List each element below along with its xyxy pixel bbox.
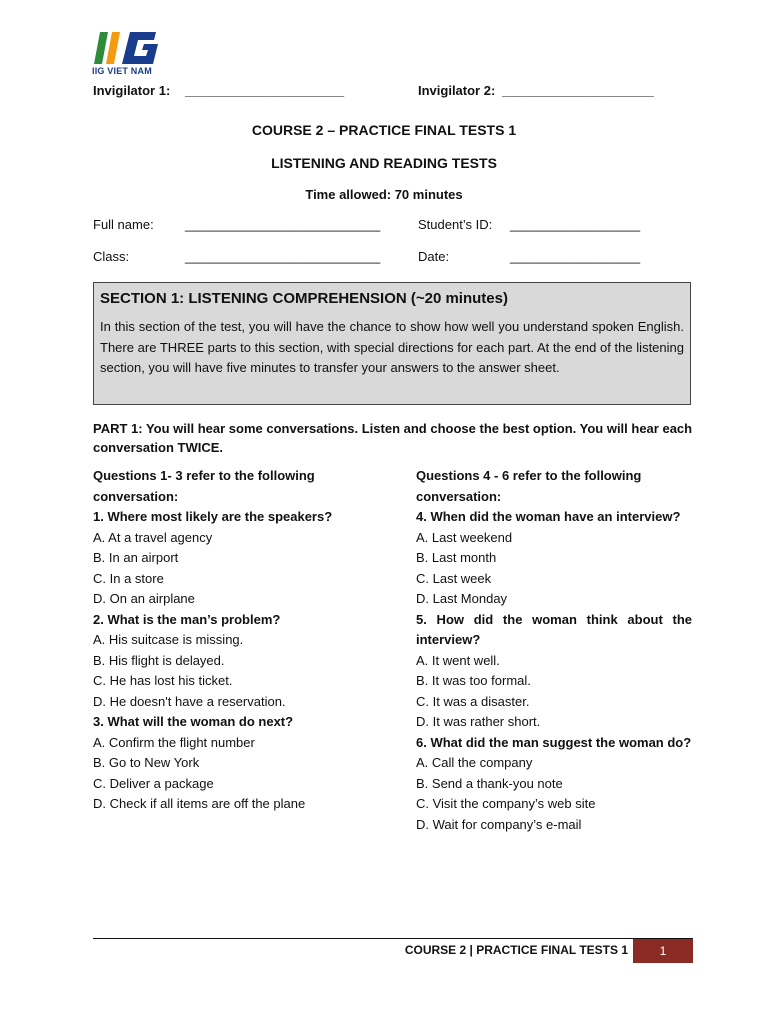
q3-option-a[interactable]: A. Confirm the flight number bbox=[93, 734, 255, 750]
q4-option-c[interactable]: C. Last week bbox=[416, 570, 492, 586]
date-label: Date: bbox=[418, 249, 450, 264]
section1-instructions: In this section of the test, you will have the chance to show how well you understand spoken English. There are THREE parts to this section, with special directions for each part. At the end of the listening section, you will have five minutes to transfer your answers to the answer sheet. bbox=[100, 319, 684, 375]
student-id-field[interactable]: __________________ bbox=[510, 217, 641, 232]
left-column bbox=[93, 466, 375, 815]
q1-option-d[interactable]: D. On an airplane bbox=[93, 591, 195, 606]
q5-option-a[interactable]: A. It went well. bbox=[416, 652, 500, 668]
q6-option-c[interactable]: C. Visit the company’s web site bbox=[416, 796, 596, 811]
invigilator2-field[interactable]: _____________________ bbox=[502, 83, 654, 98]
part1-instructions: PART 1: You will hear some conversations. Listen and choose the best option. You will hear each conversation TWICE. bbox=[93, 421, 693, 455]
q3-option-d[interactable]: D. Check if all items are off the plane bbox=[93, 796, 306, 811]
q5-option-b[interactable]: B. It was too formal. bbox=[416, 673, 531, 688]
q3-option-c[interactable]: C. Deliver a package bbox=[93, 775, 214, 791]
q2-option-a[interactable]: A. His suitcase is missing. bbox=[93, 632, 244, 647]
questions-1-3-intro: Questions 1- 3 refer to the following conversation: bbox=[93, 468, 315, 504]
invigilator1-field[interactable]: ______________________ bbox=[185, 83, 345, 98]
q6-option-a[interactable]: A. Call the company bbox=[416, 755, 533, 770]
q1-option-a[interactable]: A. At a travel agency bbox=[93, 529, 213, 545]
date-field[interactable]: __________________ bbox=[510, 249, 641, 264]
section1-title: SECTION 1: LISTENING COMPREHENSION (~20 minutes) bbox=[100, 290, 508, 307]
class-field[interactable]: ___________________________ bbox=[185, 249, 381, 264]
q2-option-b[interactable]: B. His flight is delayed. bbox=[93, 652, 225, 668]
q2-option-d[interactable]: D. He doesn't have a reservation. bbox=[93, 693, 286, 709]
class-label: Class: bbox=[93, 249, 130, 264]
footer-divider bbox=[93, 938, 693, 939]
logo-text: IIG VIET NAM bbox=[92, 66, 152, 76]
footer-text: COURSE 2 | PRACTICE FINAL TESTS 1 bbox=[404, 943, 628, 957]
question-3: 3. What will the woman do next? bbox=[93, 714, 294, 729]
q5-option-d[interactable]: D. It was rather short. bbox=[416, 714, 541, 729]
question-1: 1. Where most likely are the speakers? bbox=[93, 509, 333, 524]
q5-option-c[interactable]: C. It was a disaster. bbox=[416, 693, 530, 709]
iig-logo-mark bbox=[92, 30, 164, 66]
questions-4-6-intro: Questions 4 - 6 refer to the following conversation: bbox=[416, 468, 642, 504]
question-6: 6. What did the man suggest the woman do? bbox=[416, 734, 692, 750]
fullname-label: Full name: bbox=[93, 217, 154, 232]
document-subtitle: LISTENING AND READING TESTS bbox=[271, 155, 497, 171]
invigilator1-label: Invigilator 1: bbox=[93, 83, 171, 98]
right-column bbox=[416, 466, 692, 835]
student-id-label: Student’s ID: bbox=[418, 217, 493, 232]
time-allowed: Time allowed: 70 minutes bbox=[305, 187, 463, 202]
fullname-field[interactable]: ___________________________ bbox=[185, 217, 381, 232]
q4-option-d[interactable]: D. Last Monday bbox=[416, 591, 508, 606]
question-4: 4. When did the woman have an interview? bbox=[416, 509, 681, 524]
q2-option-c[interactable]: C. He has lost his ticket. bbox=[93, 673, 233, 688]
invigilator2-label: Invigilator 2: bbox=[418, 83, 496, 98]
q6-option-b[interactable]: B. Send a thank-you note bbox=[416, 775, 563, 791]
question-5: 5. How did the woman think about the interview? bbox=[416, 611, 692, 647]
q4-option-a[interactable]: A. Last weekend bbox=[416, 529, 513, 545]
q4-option-b[interactable]: B. Last month bbox=[416, 550, 497, 565]
q3-option-b[interactable]: B. Go to New York bbox=[93, 755, 200, 770]
q6-option-d[interactable]: D. Wait for company’s e-mail bbox=[416, 816, 582, 832]
document-title: COURSE 2 – PRACTICE FINAL TESTS 1 bbox=[251, 122, 517, 138]
q1-option-c[interactable]: C. In a store bbox=[93, 570, 164, 586]
q1-option-b[interactable]: B. In an airport bbox=[93, 550, 179, 565]
page-number: 1 bbox=[633, 939, 693, 963]
question-2: 2. What is the man’s problem? bbox=[93, 611, 281, 627]
